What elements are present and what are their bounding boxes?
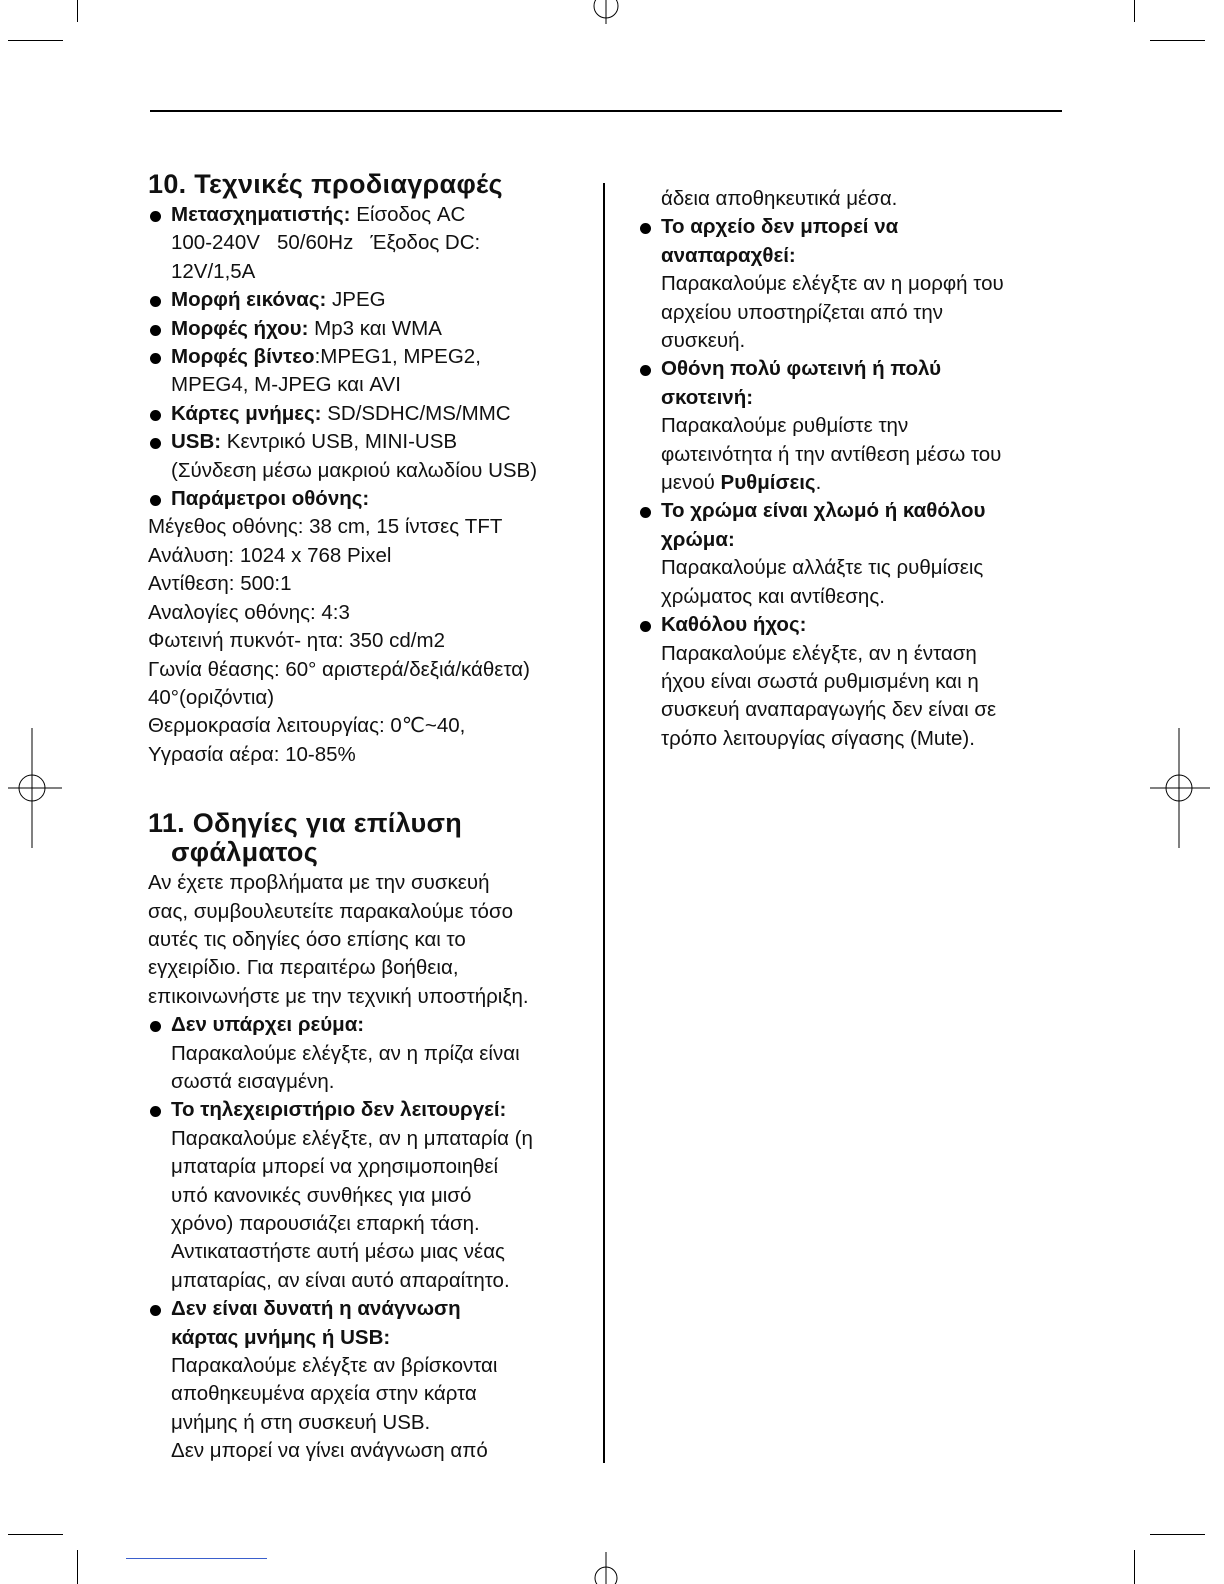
spec-label: Παράμετροι οθόνης: [171,487,370,511]
trouble-text: Παρακαλούμε ρυθμίστε την [661,414,909,438]
trouble-text: υπό κανονικές συνθήκες για μισό [171,1183,472,1207]
trouble-text-part: . [815,471,822,495]
trouble-text: τρόπο λειτουργίας σίγασης (Mute). [661,726,975,750]
spec-usb [148,428,593,485]
trouble-title-line: Οθόνη πολύ φωτεινή ή πολύ [661,357,942,381]
intro-text: εγχειρίδιο. Για περαιτέρω βοήθεια, [148,956,459,980]
trouble-no-power-title: Δεν υπάρχει ρεύμα: [148,1011,593,1039]
crop-mark [1150,40,1205,41]
crop-mark [77,0,78,22]
settings-menu-name: Ρυθμίσεις [720,471,816,495]
trouble-text: Αντικαταστήστε αυτή μέσω μιας νέας [171,1240,505,1264]
section-11-title [148,809,593,867]
spec-value: Κεντρικό USB, MINI-USB [221,430,458,454]
trouble-text: σωστά εισαγμένη. [171,1069,335,1093]
registration-mark-right [1150,728,1210,848]
right-column [638,185,1058,753]
trouble-text: χρόνο) παρουσιάζει επαρκή τάση. [171,1212,480,1235]
spec-value: 100-240V 50/60Hz Έξοδος DC: [171,231,481,255]
trouble-text: χρώματος και αντίθεσης. [661,584,885,608]
spec-screen [148,485,593,513]
spec-label: Μορφές βίντεο [171,345,315,369]
crop-mark [77,1550,78,1584]
spec-transformer [148,201,593,286]
registration-mark-top [588,0,624,24]
spec-label: Μετασχηματιστής: [171,203,351,226]
header-rule [150,110,1062,112]
intro-text: αυτές τις οδηγίες όσο επίσης και το [148,927,466,951]
trouble-text: Παρακαλούμε ελέγξτε αν βρίσκονται [171,1354,498,1378]
trouble-text: φωτεινότητα ή την αντίθεση μέσω του [661,442,1002,466]
trouble-text: συσκευή αναπαραγωγής δεν είναι σε [661,698,997,722]
screen-angle: Γωνία θέασης: 60° αριστερά/δεξιά/κάθετα) [148,657,530,681]
crop-mark [1134,0,1135,22]
trouble-title-line: Δεν είναι δυνατή η ανάγνωση [171,1297,461,1321]
spec-image [148,286,593,314]
trouble-text: Παρακαλούμε αλλάξτε τις ρυθμίσεις [661,556,984,580]
trouble-text: Παρακαλούμε ελέγξτε, αν η πρίζα είναι [171,1041,520,1065]
screen-size: Μέγεθος οθόνης: 38 cm, 15 ίντσες TFT [148,515,503,539]
trouble-text-part: μενού [661,471,721,495]
spec-value: :MPEG1, MPEG2, [314,345,481,369]
spec-value: JPEG [326,288,386,312]
trouble-color-title [638,497,1058,554]
spec-audio [148,315,593,343]
screen-angle: 40°(οριζόντια) [148,685,275,709]
trouble-title-line: Το αρχείο δεν μπορεί να [661,215,899,239]
spec-label: USB: [171,430,222,454]
left-column [148,170,593,1466]
registration-mark-left [8,728,62,848]
trouble-text: Παρακαλούμε ελέγξτε αν η μορφή του [661,272,1004,296]
trouble-text: Δεν μπορεί να γίνει ανάγνωση από [171,1439,488,1463]
screen-ratio: Αναλογίες οθόνης: 4:3 [148,600,350,624]
spec-value: (Σύνδεση μέσω μακριού καλωδίου USB) [171,458,538,482]
spec-label: Κάρτες μνήμες: [171,401,322,425]
trouble-text: Παρακαλούμε ελέγξτε, αν η μπαταρία (η [171,1126,533,1150]
trouble-text: μνήμης ή στη συσκευή USB. [171,1410,431,1434]
trouble-text: αποθηκευμένα αρχεία στην κάρτα [171,1382,477,1406]
trouble-title-line: Το χρώμα είναι χλωμό ή καθόλου [661,499,986,523]
intro-text: επικοινωνήστε με την τεχνική υποστήριξη. [148,984,529,1008]
section-11-title-line: 11. Οδηγίες για επίλυση [148,808,463,839]
spec-value: Είσοδος AC [350,203,466,226]
trouble-text: συσκευή. [661,329,746,353]
screen-resolution: Ανάλυση: 1024 x 768 Pixel [148,543,392,567]
spec-value: SD/SDHC/MS/MMC [321,401,511,425]
trouble-brightness-title [638,355,1058,412]
spec-label: Μορφή εικόνας: [171,288,327,312]
crop-mark [8,40,63,41]
trouble-title-line: κάρτας μνήμης ή USB: [171,1325,391,1349]
spec-video [148,343,593,400]
trouble-title-line: σκοτεινή: [661,385,754,409]
registration-mark-bottom [588,1552,624,1584]
screen-contrast: Αντίθεση: 500:1 [148,572,292,596]
column-divider [603,183,605,1463]
spec-cards [148,400,593,428]
trouble-text: ήχου είναι σωστά ρυθμισμένη και η [661,669,979,693]
spec-label: Μορφές ήχου: [171,316,309,340]
spec-value: MPEG4, M-JPEG και AVI [171,373,401,397]
screen-brightness: Φωτεινή πυκνότ- ητα: 350 cd/m2 [148,629,445,653]
trouble-text: αρχείου υποστηρίζεται από την [661,300,944,324]
trouble-text: άδεια αποθηκευτικά μέσα. [661,187,898,210]
trouble-file-title [638,213,1058,270]
screen-humidity: Υγρασία αέρα: 10-85% [148,742,356,766]
trouble-text: μπαταρία μπορεί να χρησιμοποιηθεί [171,1155,499,1179]
screen-temperature: Θερμοκρασία λειτουργίας: 0℃~40, [148,714,466,738]
crop-mark [8,1534,63,1535]
trouble-text: μπαταρίας, αν είναι αυτό απαραίτητο. [171,1268,510,1292]
intro-text: Αν έχετε προβλήματα με την συσκευή [148,871,490,895]
trouble-title-line: αναπαραχθεί: [661,243,796,267]
trouble-title-line: χρώμα: [661,527,735,551]
section-10-title: 10. Τεχνικές προδιαγραφές [148,169,503,199]
trouble-text: Παρακαλούμε ελέγξτε, αν η ένταση [661,641,977,665]
intro-text: σας, συμβουλευτείτε παρακαλούμε τόσο [148,899,513,923]
trouble-text [638,469,1058,497]
section-11-title-line: σφάλματος [171,837,319,868]
bottom-link-line [126,1558,267,1559]
trouble-card-title [148,1295,593,1352]
trouble-remote-title: Το τηλεχειριστήριο δεν λειτουργεί: [148,1096,593,1124]
spec-value: 12V/1,5A [171,259,256,283]
crop-mark [1134,1550,1135,1584]
crop-mark [1150,1534,1205,1535]
trouble-sound-title: Καθόλου ήχος: [638,611,1058,639]
spec-value: Mp3 και WMA [308,316,442,340]
